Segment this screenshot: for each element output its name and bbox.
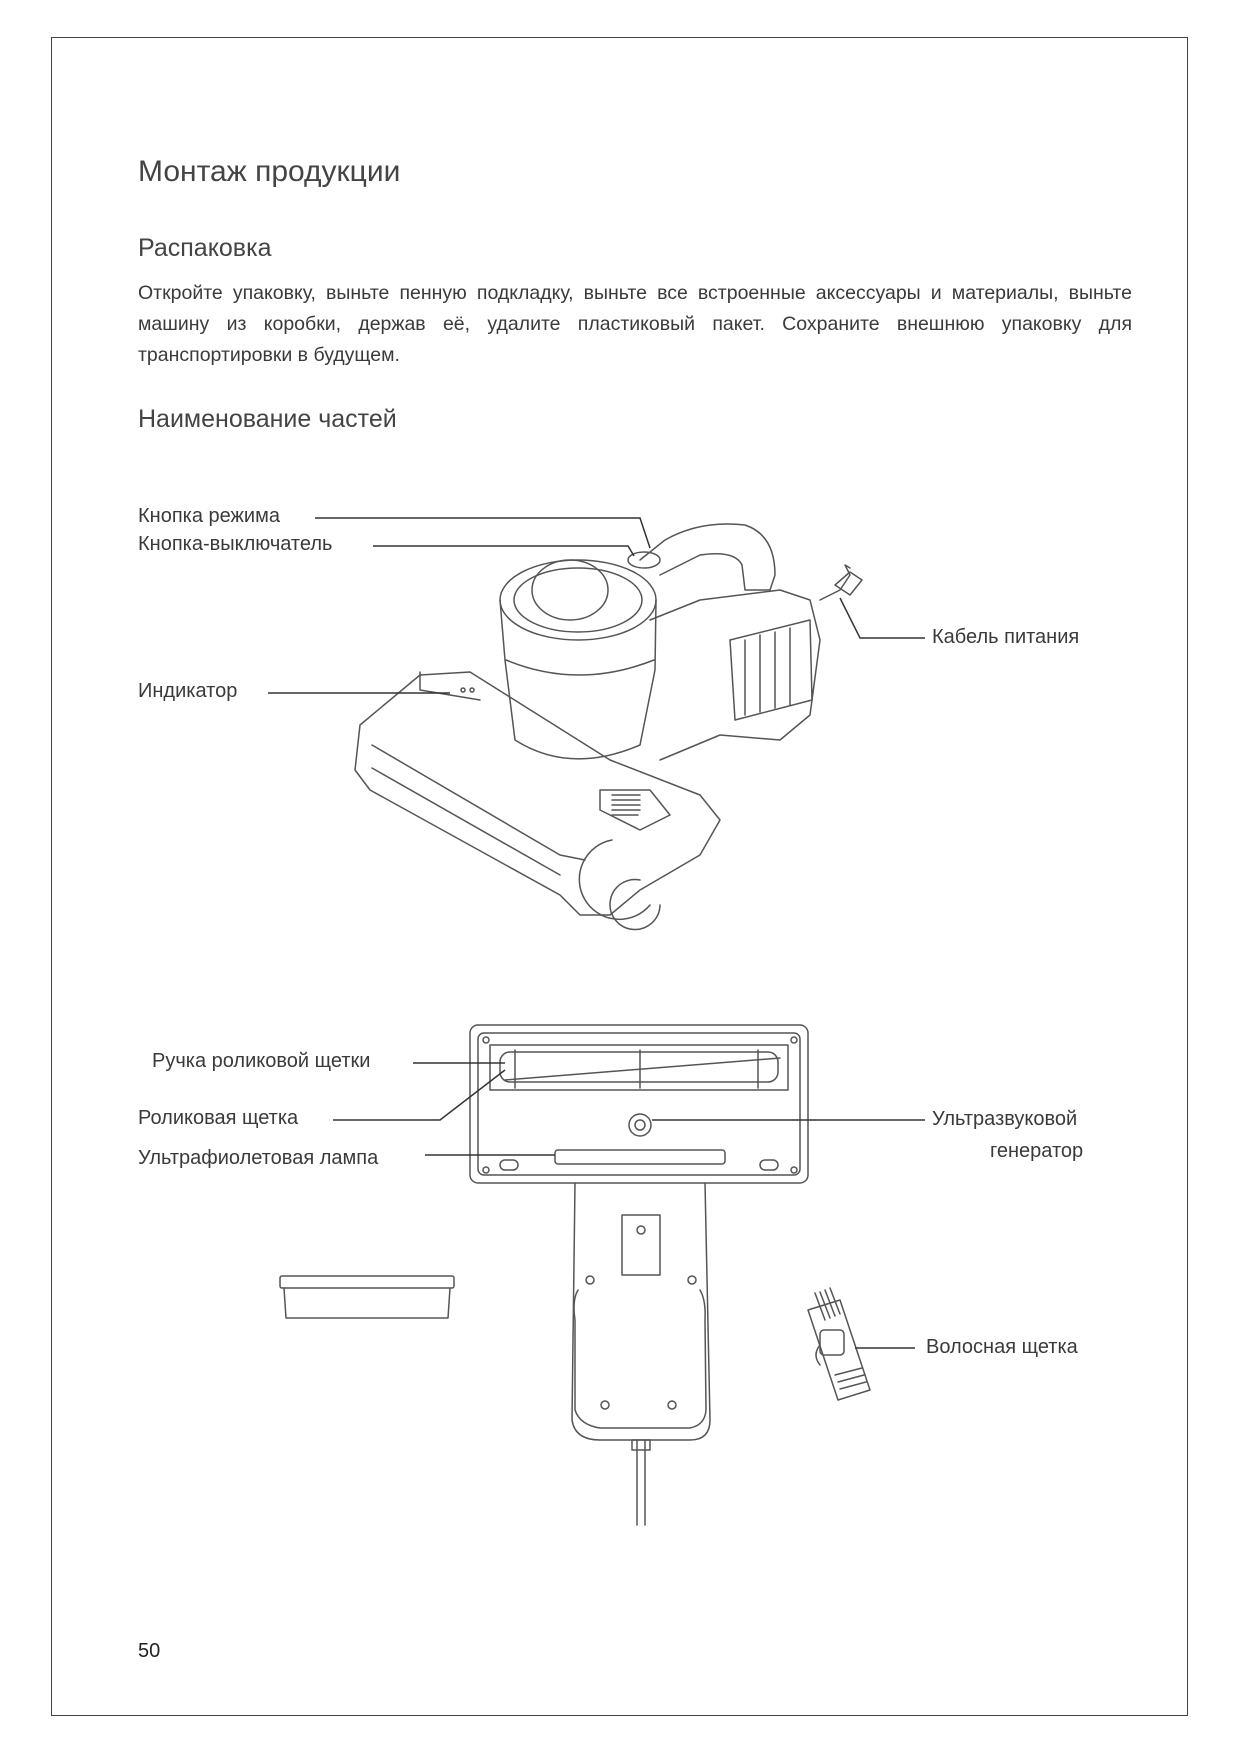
leader-power-switch	[373, 546, 634, 556]
leader-roller-brush	[333, 1070, 505, 1120]
label-ultrasonic-1: Ультразвуковой	[932, 1108, 1078, 1130]
section-title-parts: Наименование частей	[138, 405, 397, 433]
unpacking-text: Откройте упаковку, выньте пенную подкладку, выньте все встроенные аксессуары и материалы, выньте машину из коробки, держав её, удалите пластиковый пакет. Сохраните внешнюю упаковку для транспортировки в будущем.	[138, 282, 1132, 366]
vacuum-head-drawing	[355, 672, 720, 929]
label-roller-brush: Роликовая щетка	[138, 1107, 299, 1129]
vacuum-body-drawing	[461, 524, 862, 760]
label-power-cable: Кабель питания	[932, 626, 1080, 648]
leader-power-cable	[840, 598, 925, 638]
label-indicator: Индикатор	[138, 680, 238, 702]
section-title-unpacking: Распаковка	[138, 234, 272, 262]
page-title: Монтаж продукции	[138, 155, 401, 188]
label-uv-lamp: Ультрафиолетовая лампа	[138, 1147, 379, 1169]
filter-drawing	[280, 1276, 454, 1318]
vacuum-bottom-drawing	[470, 1025, 808, 1525]
label-mode-button: Кнопка режима	[138, 505, 280, 527]
label-power-switch: Кнопка-выключатель	[138, 533, 333, 555]
page-number: 50	[138, 1640, 161, 1662]
label-ultrasonic-2: генератор	[990, 1140, 1084, 1162]
hair-brush-drawing	[808, 1288, 870, 1400]
label-brush-handle: Ручка роликовой щетки	[152, 1050, 371, 1072]
leader-mode-button	[315, 518, 650, 548]
label-hair-brush: Волосная щетка	[926, 1336, 1078, 1358]
